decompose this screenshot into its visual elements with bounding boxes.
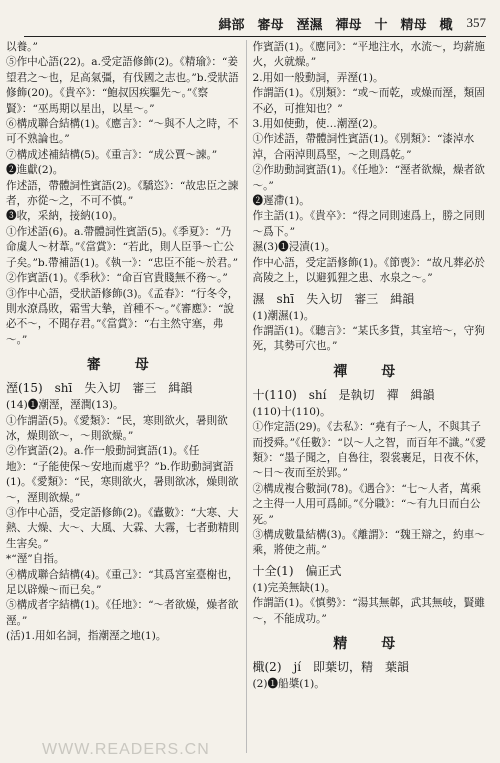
right-line: 作主語(1)。《貴卒》：“得之同則速爲上，勝之同則～爲下。”	[252, 210, 485, 238]
left-line: ❸收，采納，接納(10)。	[6, 210, 124, 223]
left-entry-line: ⑤構成者字結構(1)。《任地》：“～者欲燥，燥者欲溼。”	[6, 599, 239, 627]
right-line: 作賓語(1)。《應同》：“平地注水，水流～，均薪施火，火就燥。”	[252, 41, 485, 69]
entry-heading: 溼(15) shī 失入切 審三 緝韻	[6, 381, 193, 396]
right-entry-line: (2)❶船槳(1)。	[252, 678, 325, 690]
left-entry-line: ③作中心語，受定語修飾(2)。《蠹數》：“大寒、大熱、大燥、大～、大風、大霖、大霧，七者動精則生害矣。”	[6, 506, 240, 550]
section-title-jing: 精 母	[333, 636, 406, 652]
left-line: 以養。”	[6, 41, 38, 53]
left-line: ②作賓語(1)。《季秋》：“命百官貴賤無不務～。”	[6, 272, 228, 285]
header-title: 緝部 審母 溼濕 禪母 十 精母 檝	[218, 17, 453, 33]
left-line: ⑤作中心語(22)。a.受定語修飾(2)。《精瑜》：“姜望君之～也，足高氣彊，有伐國之志也。”b.受狀語修飾(20)。《貴卒》：“鮑叔因疾驅先～。”《察賢》：“巫馬期以星出，以星～。”	[6, 56, 239, 115]
left-entry-line: *“溼”自指。	[6, 553, 65, 566]
entry-heading-ten: 十(110) shí 是執切 禪 緝韻	[252, 387, 435, 402]
right-line: ❷遲滯(1)。	[252, 195, 310, 208]
left-entry-line: (活)1.用如名詞，指潮溼之地(1)。	[6, 630, 167, 643]
entry-heading-shiquan: 十全(1) 偏正式	[252, 563, 342, 578]
right-entry-line: (110)十(110)。	[252, 405, 331, 418]
left-line: 作述語，帶體詞性賓語(2)。《驕恣》：“故忠臣之諫者，亦從～之，不可不慎。”	[6, 179, 239, 208]
right-line: 2.用如一般動詞，弄溼(1)。	[252, 71, 384, 84]
right-entry-line: (1)潮濕(1)。	[252, 309, 315, 322]
right-entry-line: ③構成數量結構(3)。《離謂》：“魏王辯之，約車～乘，將使之荊。”	[252, 528, 485, 557]
section-title-chan: 禪 母	[333, 363, 406, 380]
left-column	[6, 40, 247, 753]
two-column-body	[6, 40, 486, 753]
left-line: ①作述語(6)。a.帶體詞性賓語(5)。《季夏》：“乃命虞人～材葦。”《當賞》：“若此，則人臣爭～亡公子矣。”b.帶補語(1)。《執一》：“忠臣不能～於君。”	[6, 225, 239, 269]
right-line: ②作助動詞賓語(1)。《任地》：“溼者欲燥，燥者欲～。”	[252, 164, 485, 192]
entry-heading-ji: 檝(2) jí 即葉切，精 葉韻	[252, 660, 410, 674]
left-entry-line: ①作謂語(5)。《愛類》：“民，寒則欲火，暑則欲冰，燥則欲～，～則欲燥。”	[6, 414, 228, 442]
left-entry-line: (14)❶潮溼，溼潤(13)。	[6, 399, 124, 412]
left-line: ③作中心語，受狀語修飾(3)。《孟春》：“行冬令，則水潦爲敗，霜雪大摯，首種不～。”《審應》：“說必不～，不聞存君。”《當賞》：“右主然守塞，弗～。”	[6, 287, 239, 346]
right-line: ①作述語，帶體詞性賓語(1)。《別類》：“漆淖水淖，合兩淖則爲堅，～之則爲乾。”	[252, 133, 475, 161]
right-entry-line: 作謂語(1)。《慎勢》：“湯其無郼，武其無岐，賢雖～，不能成功。”	[252, 597, 485, 625]
right-line: 作謂語(1)。《別類》：“或～而乾，或燥而溼，類固不必，可推知也？”	[252, 87, 485, 115]
page-header	[24, 10, 486, 37]
left-entry-line: ④構成聯合結構(4)。《重己》：“其爲宮室臺榭也，足以辟燥～而已矣。”	[6, 568, 239, 596]
right-entry-line: 作謂語(1)。《聽言》：“某氏多貨，其室培～，守狗死，其勢可穴也。”	[252, 324, 485, 353]
entry-heading-shi-wet: 濕 shī 失入切 審三 緝韻	[252, 291, 415, 306]
page-number: 357	[466, 15, 486, 30]
left-line: ❷進獻(2)。	[6, 164, 64, 177]
left-line: ⑦構成述補結構(5)。《重言》：“成公賈～諫。”	[6, 148, 218, 161]
watermark: WWW.READERS.CN	[42, 741, 210, 758]
left-line: ⑥構成聯合結構(1)。《應言》：“～與不人之時，不可不熟論也。”	[6, 118, 239, 146]
right-line: 濕(3)❶浸漬(1)。	[252, 241, 336, 254]
right-line: 3.用如使動，使…潮溼(2)。	[252, 118, 384, 131]
right-column	[247, 40, 487, 753]
right-entry-line: ②構成複合數詞(78)。《遇合》：“七～人者，萬乘之主得一人用可爲師。”《分職》：“～有九日而白公死。”	[252, 482, 481, 526]
right-line: 作中心語，受定語修飾(1)。《節喪》：“故凡葬必於高陵之上，以避狐狸之患、水泉之～。”	[252, 256, 485, 285]
right-entry-line: ①作定語(29)。《去私》：“堯有子～人，不與其子而授舜。”《任數》：“以～人之智，而百年不識。”《愛類》：“墨子聞之，自魯往，裂裳裹足，日夜不休，～日～夜而至於郢。”	[252, 421, 486, 480]
right-entry-line: (1)完美無缺(1)。	[252, 581, 336, 594]
left-entry-line: ②作賓語(2)。a.作一般動詞賓語(1)。《任地》：“子能使保～安地而處乎？”b.作助動詞賓語(1)。《愛類》：“民，寒則欲火，暑則欲冰，燥則欲～，溼則欲燥。”	[6, 445, 239, 504]
section-title-shen: 審 母	[86, 357, 159, 374]
